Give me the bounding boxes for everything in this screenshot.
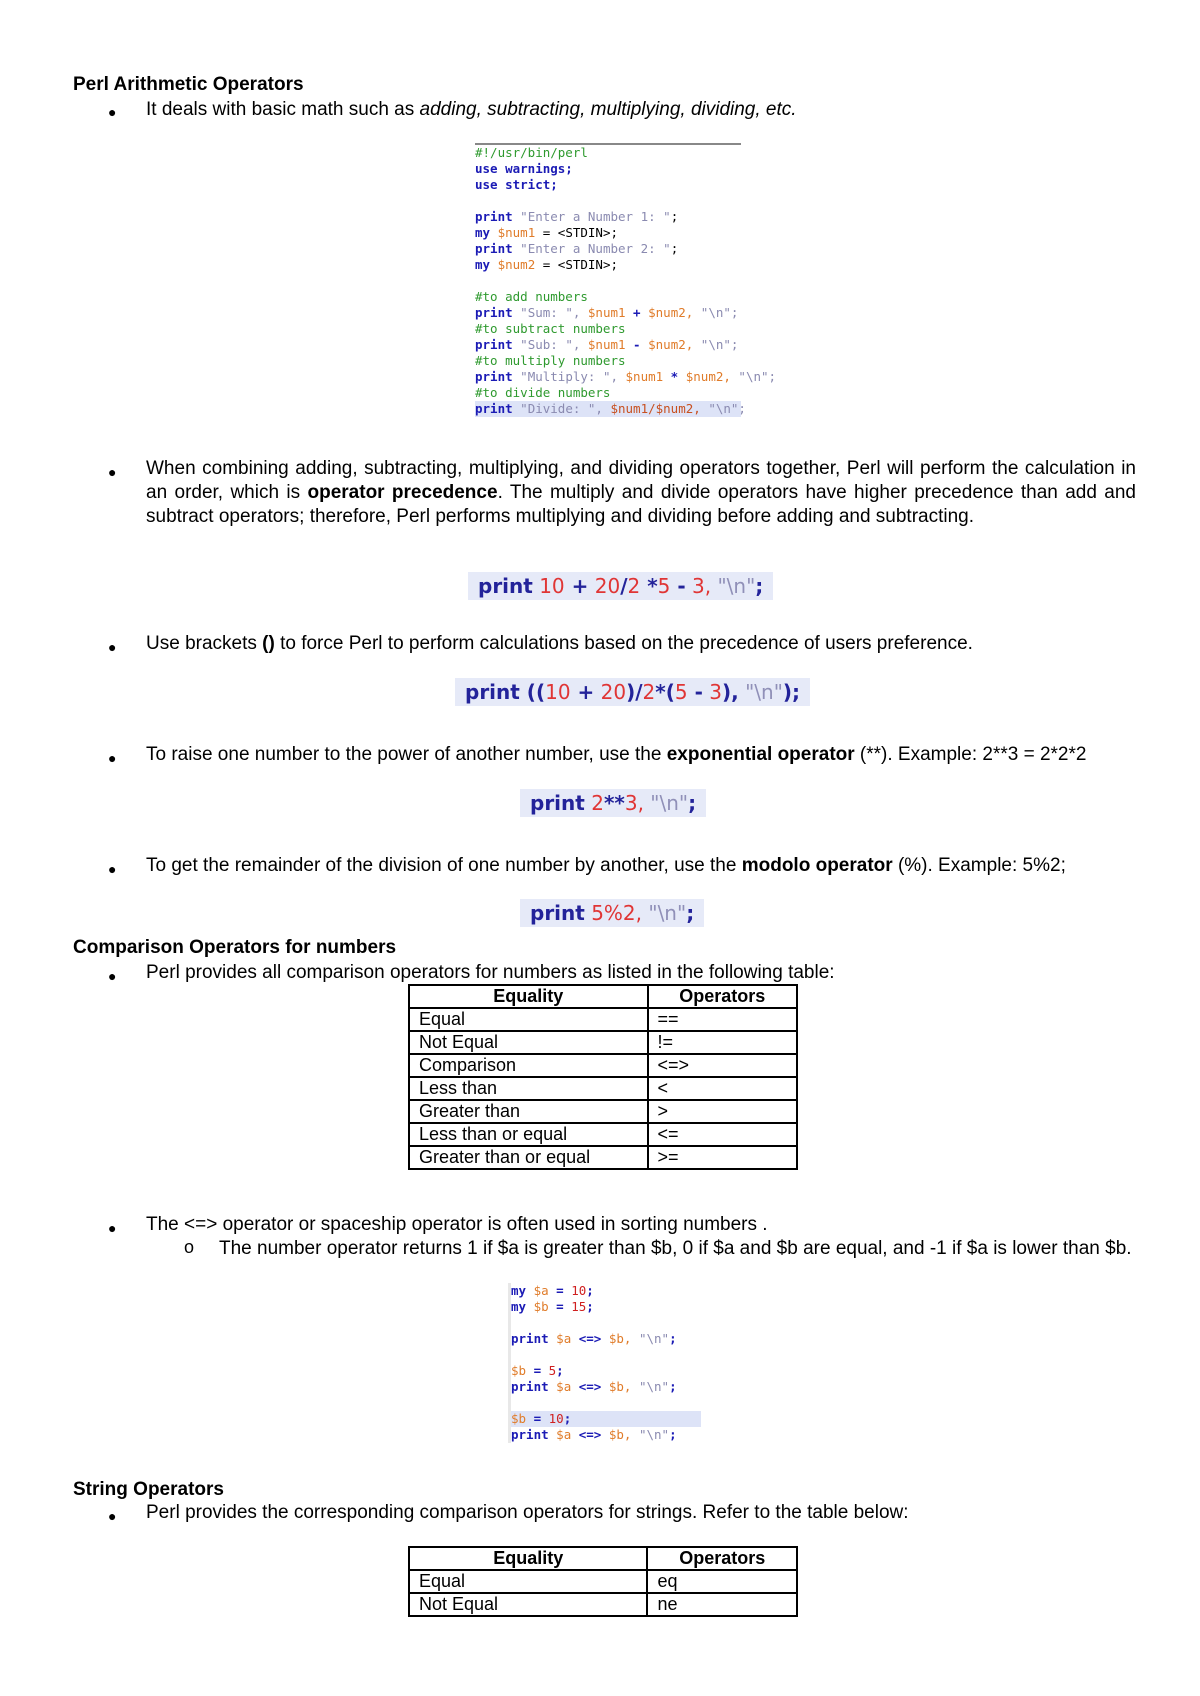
code-line [475, 369, 777, 385]
number: 3, [685, 574, 712, 598]
variable: $b [526, 1299, 549, 1314]
operator: + [625, 305, 641, 320]
paragraph-modulo [146, 854, 1136, 878]
number: 2 [584, 791, 604, 815]
operator: * [640, 574, 658, 598]
variable: $num1 [618, 369, 664, 384]
string-comparison-table [408, 1546, 798, 1617]
code-line [475, 337, 741, 353]
paragraph-exponential [146, 743, 1136, 767]
paragraph-comparison-intro: Perl provides all comparison operators for numbers as listed in the following table: [146, 962, 835, 983]
code-text: = <STDIN>; [535, 225, 619, 240]
operator: ; [688, 791, 697, 815]
string: "Multiply: ", [512, 369, 618, 384]
operator: + [570, 680, 595, 704]
table-row [409, 1146, 797, 1169]
operator: ; [556, 1363, 564, 1378]
table-row [409, 1593, 797, 1616]
bold-term: modolo operator [741, 855, 893, 876]
code-line: #!/usr/bin/perl [475, 145, 588, 160]
operator: - [625, 337, 641, 352]
text: To get the remainder of the division of one number by another, use the [146, 855, 742, 876]
table-cell: Less than [409, 1077, 648, 1100]
number: 5 [548, 1363, 557, 1378]
string: "\n" [711, 574, 756, 598]
bullet-marker: ● [108, 861, 117, 877]
table-cell: >= [648, 1146, 797, 1169]
code-comment: #to multiply numbers [475, 353, 626, 368]
string: "Enter a Number 1: " [512, 209, 671, 224]
variable: $a [526, 1283, 549, 1298]
operator: ; [669, 1331, 677, 1346]
bullet-marker: ● [108, 104, 117, 120]
code-line-blank [511, 1315, 701, 1331]
string: "Sub: ", [512, 337, 581, 352]
bullet-marker: ● [108, 1220, 117, 1236]
paragraph-spaceship: The <=> operator or spaceship operator is often used in sorting numbers . [146, 1214, 768, 1235]
table-cell: > [648, 1100, 797, 1123]
number: 3, [624, 791, 644, 815]
operator: + [564, 574, 589, 598]
code-text: = <STDIN>; [535, 257, 619, 272]
string: "\n" [738, 680, 783, 704]
code-line [475, 241, 741, 257]
keyword: print [475, 337, 513, 352]
table-cell: Greater than [409, 1100, 648, 1123]
code-text: ; [670, 209, 679, 224]
variable: $num2 [490, 257, 536, 272]
variable: $num2, [640, 305, 694, 320]
variable: $b, [601, 1379, 632, 1394]
number: 5 [657, 574, 671, 598]
code-text: warnings; [497, 161, 573, 176]
table-row [409, 1031, 797, 1054]
operator: / [620, 574, 628, 598]
number: 20 [594, 680, 627, 704]
table-cell: != [648, 1031, 797, 1054]
string: "\n" [631, 1427, 670, 1442]
bold-term: exponential operator [666, 744, 855, 765]
table-cell: <=> [648, 1054, 797, 1077]
operator: ; [586, 1299, 594, 1314]
code-line [475, 209, 741, 225]
table-header-row [409, 1547, 797, 1570]
table-cell: < [648, 1077, 797, 1100]
table-cell: Equal [409, 1570, 647, 1593]
italic-text: adding, subtracting, multiplying, dividing, etc. [419, 99, 797, 120]
text: to force Perl to perform calculations based on the precedence of users preference. [274, 633, 973, 654]
sub-bullet-marker: o [184, 1237, 195, 1257]
table-cell: Equal [409, 1008, 648, 1031]
keyword: my [475, 225, 491, 240]
variable: $a [548, 1331, 572, 1346]
variable: $b, [601, 1427, 632, 1442]
code-comment: #to divide numbers [475, 385, 611, 400]
keyword: print [530, 901, 585, 925]
text: To raise one number to the power of another number, use the [146, 744, 667, 765]
table-cell: == [648, 1008, 797, 1031]
bullet-marker: ● [108, 464, 117, 480]
number: 15 [571, 1299, 587, 1314]
code-snippet-spaceship [508, 1283, 701, 1443]
keyword: my [511, 1283, 527, 1298]
text: (%). Example: 5%2; [892, 855, 1066, 876]
code-line-blank [511, 1347, 701, 1363]
code-snippet-precedence [468, 572, 773, 600]
variable: $a [548, 1427, 572, 1442]
code-text: ; [670, 241, 679, 256]
operator: ), [721, 680, 739, 704]
variable: $num2, [640, 337, 694, 352]
code-comment: #to add numbers [475, 289, 588, 304]
number: 3 [702, 680, 722, 704]
string: "\n" [642, 901, 687, 925]
code-line [511, 1363, 701, 1379]
column-header: Operators [648, 985, 797, 1008]
operator: <=> [571, 1427, 602, 1442]
operator: - [687, 680, 703, 704]
column-header: Equality [409, 985, 648, 1008]
text: It deals with basic math such as [146, 99, 420, 120]
text: (**). Example: 2**3 = 2*2*2 [854, 744, 1087, 765]
table-cell: Comparison [409, 1054, 648, 1077]
code-line [511, 1379, 701, 1395]
string: "\n" [631, 1379, 670, 1394]
variable: $b [511, 1411, 527, 1426]
keyword: print [478, 574, 533, 598]
bullet-marker: ● [108, 968, 117, 984]
string: "\n"; [693, 305, 739, 320]
code-text: strict; [497, 177, 558, 192]
number: 10 [571, 1283, 587, 1298]
table-row [409, 1008, 797, 1031]
keyword: print [475, 241, 513, 256]
operator: ; [586, 1283, 594, 1298]
operator: *( [655, 680, 675, 704]
column-header: Operators [647, 1547, 797, 1570]
keyword: print [511, 1379, 549, 1394]
number: 20 [588, 574, 621, 598]
table-row [409, 1123, 797, 1146]
keyword: print [511, 1331, 549, 1346]
number: 10 [548, 1411, 564, 1426]
keyword: print [530, 791, 585, 815]
code-line [511, 1427, 701, 1443]
code-line [511, 1299, 701, 1315]
keyword: use [475, 177, 498, 192]
operator: * [663, 369, 679, 384]
operator: ; [563, 1411, 572, 1426]
table-row [409, 1570, 797, 1593]
operator: = [526, 1411, 549, 1426]
operator: ; [669, 1427, 677, 1442]
code-snippet-arithmetic [475, 143, 777, 417]
keyword: print [475, 401, 513, 416]
operator: ; [755, 574, 764, 598]
table-cell: Not Equal [409, 1593, 647, 1616]
keyword: my [475, 257, 491, 272]
string: "\n" [643, 791, 689, 815]
numeric-comparison-table [408, 984, 798, 1170]
keyword: print [465, 680, 520, 704]
keyword: print [475, 305, 513, 320]
heading-comparison-operators: Comparison Operators for numbers [73, 937, 397, 958]
variable: $b [511, 1363, 527, 1378]
code-line-blank [475, 193, 741, 209]
table-cell: eq [647, 1570, 797, 1593]
table-cell: Less than or equal [409, 1123, 648, 1146]
string: "\n"; [700, 401, 746, 416]
operator: )/ [626, 680, 643, 704]
code-line-blank [511, 1395, 701, 1411]
table-cell: ne [647, 1593, 797, 1616]
variable: $a [548, 1379, 572, 1394]
operator: = [548, 1283, 572, 1298]
code-line [475, 257, 741, 273]
code-line [511, 1411, 701, 1427]
string: "\n"; [730, 369, 777, 384]
code-line [475, 305, 741, 321]
number: 5%2, [584, 901, 643, 925]
variable: $b, [601, 1331, 632, 1346]
code-line [511, 1283, 701, 1299]
column-header: Equality [409, 1547, 647, 1570]
variable: $num1 [490, 225, 536, 240]
variable: $num1 [580, 305, 626, 320]
code-line-blank [475, 273, 741, 289]
variable: $num1/$num2, [602, 401, 701, 416]
table-header-row [409, 985, 797, 1008]
keyword: print [475, 209, 513, 224]
keyword: print [511, 1427, 549, 1442]
variable: $num1 [580, 337, 626, 352]
code-line [475, 225, 741, 241]
code-snippet-exponential [520, 789, 706, 817]
paragraph-brackets [146, 632, 1136, 656]
bullet-marker: ● [108, 750, 117, 766]
text: Use brackets [146, 633, 263, 654]
number: 2 [627, 574, 641, 598]
code-line [511, 1331, 701, 1347]
table-row [409, 1054, 797, 1077]
table-cell: Not Equal [409, 1031, 648, 1054]
string: "\n"; [693, 337, 739, 352]
code-line [475, 177, 741, 193]
operator: ; [686, 901, 695, 925]
bullet-marker: ● [108, 1508, 117, 1524]
paragraph-basic-math [146, 98, 1136, 122]
heading-string-operators: String Operators [73, 1479, 224, 1500]
keyword: my [511, 1299, 527, 1314]
code-snippet-modulo [520, 899, 704, 927]
text: . The multiply and divide operators have higher precedence than add and subtract operators; therefore, Perl performs multiplying and dividing before adding and subtracting. [146, 482, 1137, 527]
table-row [409, 1100, 797, 1123]
number: 10 [532, 574, 565, 598]
paragraph-spaceship-returns: The number operator returns 1 if $a is greater than $b, 0 if $a and $b are equal, and -1 if $a is lower than $b. [219, 1238, 1132, 1259]
paragraph-string-intro: Perl provides the corresponding comparison operators for strings. Refer to the table below: [146, 1502, 909, 1523]
number: 5 [674, 680, 688, 704]
operator: - [670, 574, 686, 598]
keyword: print [475, 369, 513, 384]
string: "\n" [631, 1331, 670, 1346]
number: 10 [545, 680, 571, 704]
operator: <=> [571, 1331, 602, 1346]
variable: $num2, [678, 369, 731, 384]
string: "Divide: ", [512, 401, 603, 416]
paragraph-operator-precedence [146, 457, 1136, 529]
bold-term: () [262, 633, 275, 654]
operator: ** [603, 791, 625, 815]
string: "Sum: ", [512, 305, 581, 320]
bullet-marker: ● [108, 639, 117, 655]
string: "Enter a Number 2: " [512, 241, 671, 256]
operator: <=> [571, 1379, 602, 1394]
operator: (( [519, 680, 546, 704]
operator: = [548, 1299, 572, 1314]
number: 2 [642, 680, 656, 704]
code-snippet-brackets [455, 678, 810, 706]
operator: ); [782, 680, 801, 704]
operator: ; [669, 1379, 677, 1394]
text: When combining adding, subtracting, multiplying, and dividing operators together, Perl will perform the calculation in an order, which is [146, 458, 1136, 503]
operator: = [526, 1363, 549, 1378]
code-line [475, 161, 741, 177]
table-cell: <= [648, 1123, 797, 1146]
code-comment: #to subtract numbers [475, 321, 626, 336]
code-line [475, 401, 746, 417]
table-cell: Greater than or equal [409, 1146, 648, 1169]
keyword: use [475, 161, 498, 176]
heading-arithmetic-operators: Perl Arithmetic Operators [73, 74, 304, 95]
bold-term: operator precedence [307, 482, 498, 503]
table-row [409, 1077, 797, 1100]
